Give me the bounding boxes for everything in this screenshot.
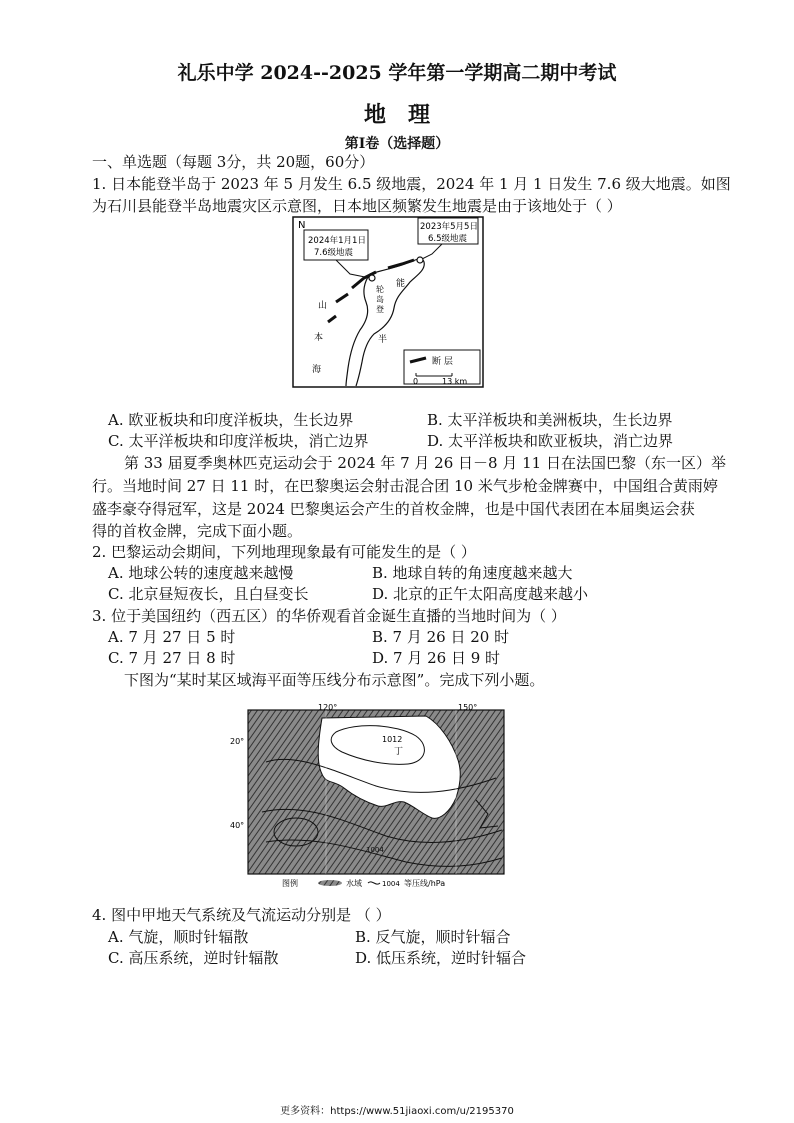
q1-option-c[interactable]: C. 太平洋板块和印度洋板块，消亡边界 [108,432,369,450]
place-hai: 海 [312,365,322,375]
lon-150: 150° [458,703,478,712]
legend-isobar-value: 1004 [382,880,400,888]
footer-link[interactable]: 更多资料：https://www.51jiaoxi.com/u/2195370 [280,1106,514,1117]
label-2023-mag: 6.5级地震 [428,234,468,244]
place-ben: 本 [314,333,324,343]
q4-option-b[interactable]: B. 反气旋，顺时针辐合 [355,928,511,946]
q4-option-d[interactable]: D. 低压系统，逆时针辐合 [355,949,527,967]
q2-stem: 2. 巴黎运动会期间，下列地理现象最有可能发生的是（ ） [92,543,476,561]
q3-option-a[interactable]: A. 7 月 27 日 5 时 [108,628,236,646]
lat-40: 40° [230,821,245,830]
noto-peninsula-map [292,216,484,388]
place-dao: 岛 [376,295,384,304]
scale-km: 13 km [442,377,468,386]
label-ding: 丁 [394,747,404,757]
legend-label: 图例 [282,879,298,888]
label-2024-mag: 7.6级地震 [314,248,354,258]
passage-line4: 得的首枚金牌，完成下面小题。 [92,522,303,540]
q1-option-b[interactable]: B. 太平洋板块和美洲板块，生长边界 [427,411,673,429]
q4-stem: 4. 图中甲地天气系统及气流运动分别是 （ ） [92,906,391,924]
isobar-1012: 1012 [382,735,403,744]
q2-option-a[interactable]: A. 地球公转的速度越来越慢 [108,564,294,582]
place-neng: 能 [396,279,406,289]
scale-zero: 0 [413,377,419,386]
q4-option-a[interactable]: A. 气旋，顺时针辐散 [108,928,249,946]
label-2024-date: 2024年1月1日 [308,236,366,246]
north-label: N [298,220,306,231]
q3-option-c[interactable]: C. 7 月 27 日 8 时 [108,649,236,667]
lat-20: 20° [230,737,245,746]
q1-stem-line1: 1. 日本能登半岛于 2023 年 5 月发生 6.5 级地震，2024 年 1 月 1 日发生 7.6 级大地震。如图 [92,175,731,193]
q3-option-b[interactable]: B. 7 月 26 日 20 时 [372,628,510,646]
q4-option-c[interactable]: C. 高压系统，逆时针辐散 [108,949,279,967]
volume-title: 第Ⅰ卷（选择题） [344,136,450,152]
passage-line3: 盛李豪夺得冠军，这是 2024 巴黎奥运会产生的首枚金牌，也是中国代表团在本届奥运会获 [92,500,695,518]
place-ban: 半 [378,335,388,345]
label-2023-date: 2023年5月5日 [420,222,478,232]
map2-intro: 下图为“某时某区域海平面等压线分布示意图”。完成下列小题。 [124,671,545,689]
q2-option-b[interactable]: B. 地球自转的角速度越来越大 [372,564,573,582]
legend-water: 水域 [346,879,362,888]
legend-isobar-text: 等压线/hPa [404,879,446,888]
lon-120: 120° [318,703,338,712]
q3-stem: 3. 位于美国纽约（西五区）的华侨观看首金诞生直播的当地时间为（ ） [92,607,566,625]
isobar-1004: 1004 [366,846,384,854]
place-shi: 山 [318,301,328,311]
q2-option-c[interactable]: C. 北京昼短夜长，且白昼变长 [108,585,309,603]
q1-stem-line2: 为石川县能登半岛地震灾区示意图，日本地区频繁发生地震是由于该地处于（ ） [92,197,622,215]
passage-line1: 第 33 届夏季奥林匹克运动会于 2024 年 7 月 26 日－8 月 11 日在法国巴黎（东一区）举 [124,454,726,472]
place-deng: 登 [376,305,384,314]
q1-option-d[interactable]: D. 太平洋板块和欧亚板块，消亡边界 [427,432,674,450]
q3-option-d[interactable]: D. 7 月 26 日 9 时 [372,649,501,667]
exam-title: 礼乐中学 2024--2025 学年第一学期高二期中考试 [177,62,617,84]
legend-fault: 断 层 [432,357,453,367]
q1-option-a[interactable]: A. 欧亚板块和印度洋板块，生长边界 [108,411,354,429]
passage-line2: 行。当地时间 27 日 11 时，在巴黎奥运会射击混合团 10 米气步枪金牌赛中，中国组合黄雨婷 [92,477,718,495]
section-heading: 一、单选题（每题 3分，共 20题，60分） [92,153,375,171]
subject-title: 地 理 [363,102,430,128]
place-lun: 轮 [376,285,384,294]
q2-option-d[interactable]: D. 北京的正午太阳高度越来越小 [372,585,589,603]
isobar-map [226,702,512,890]
